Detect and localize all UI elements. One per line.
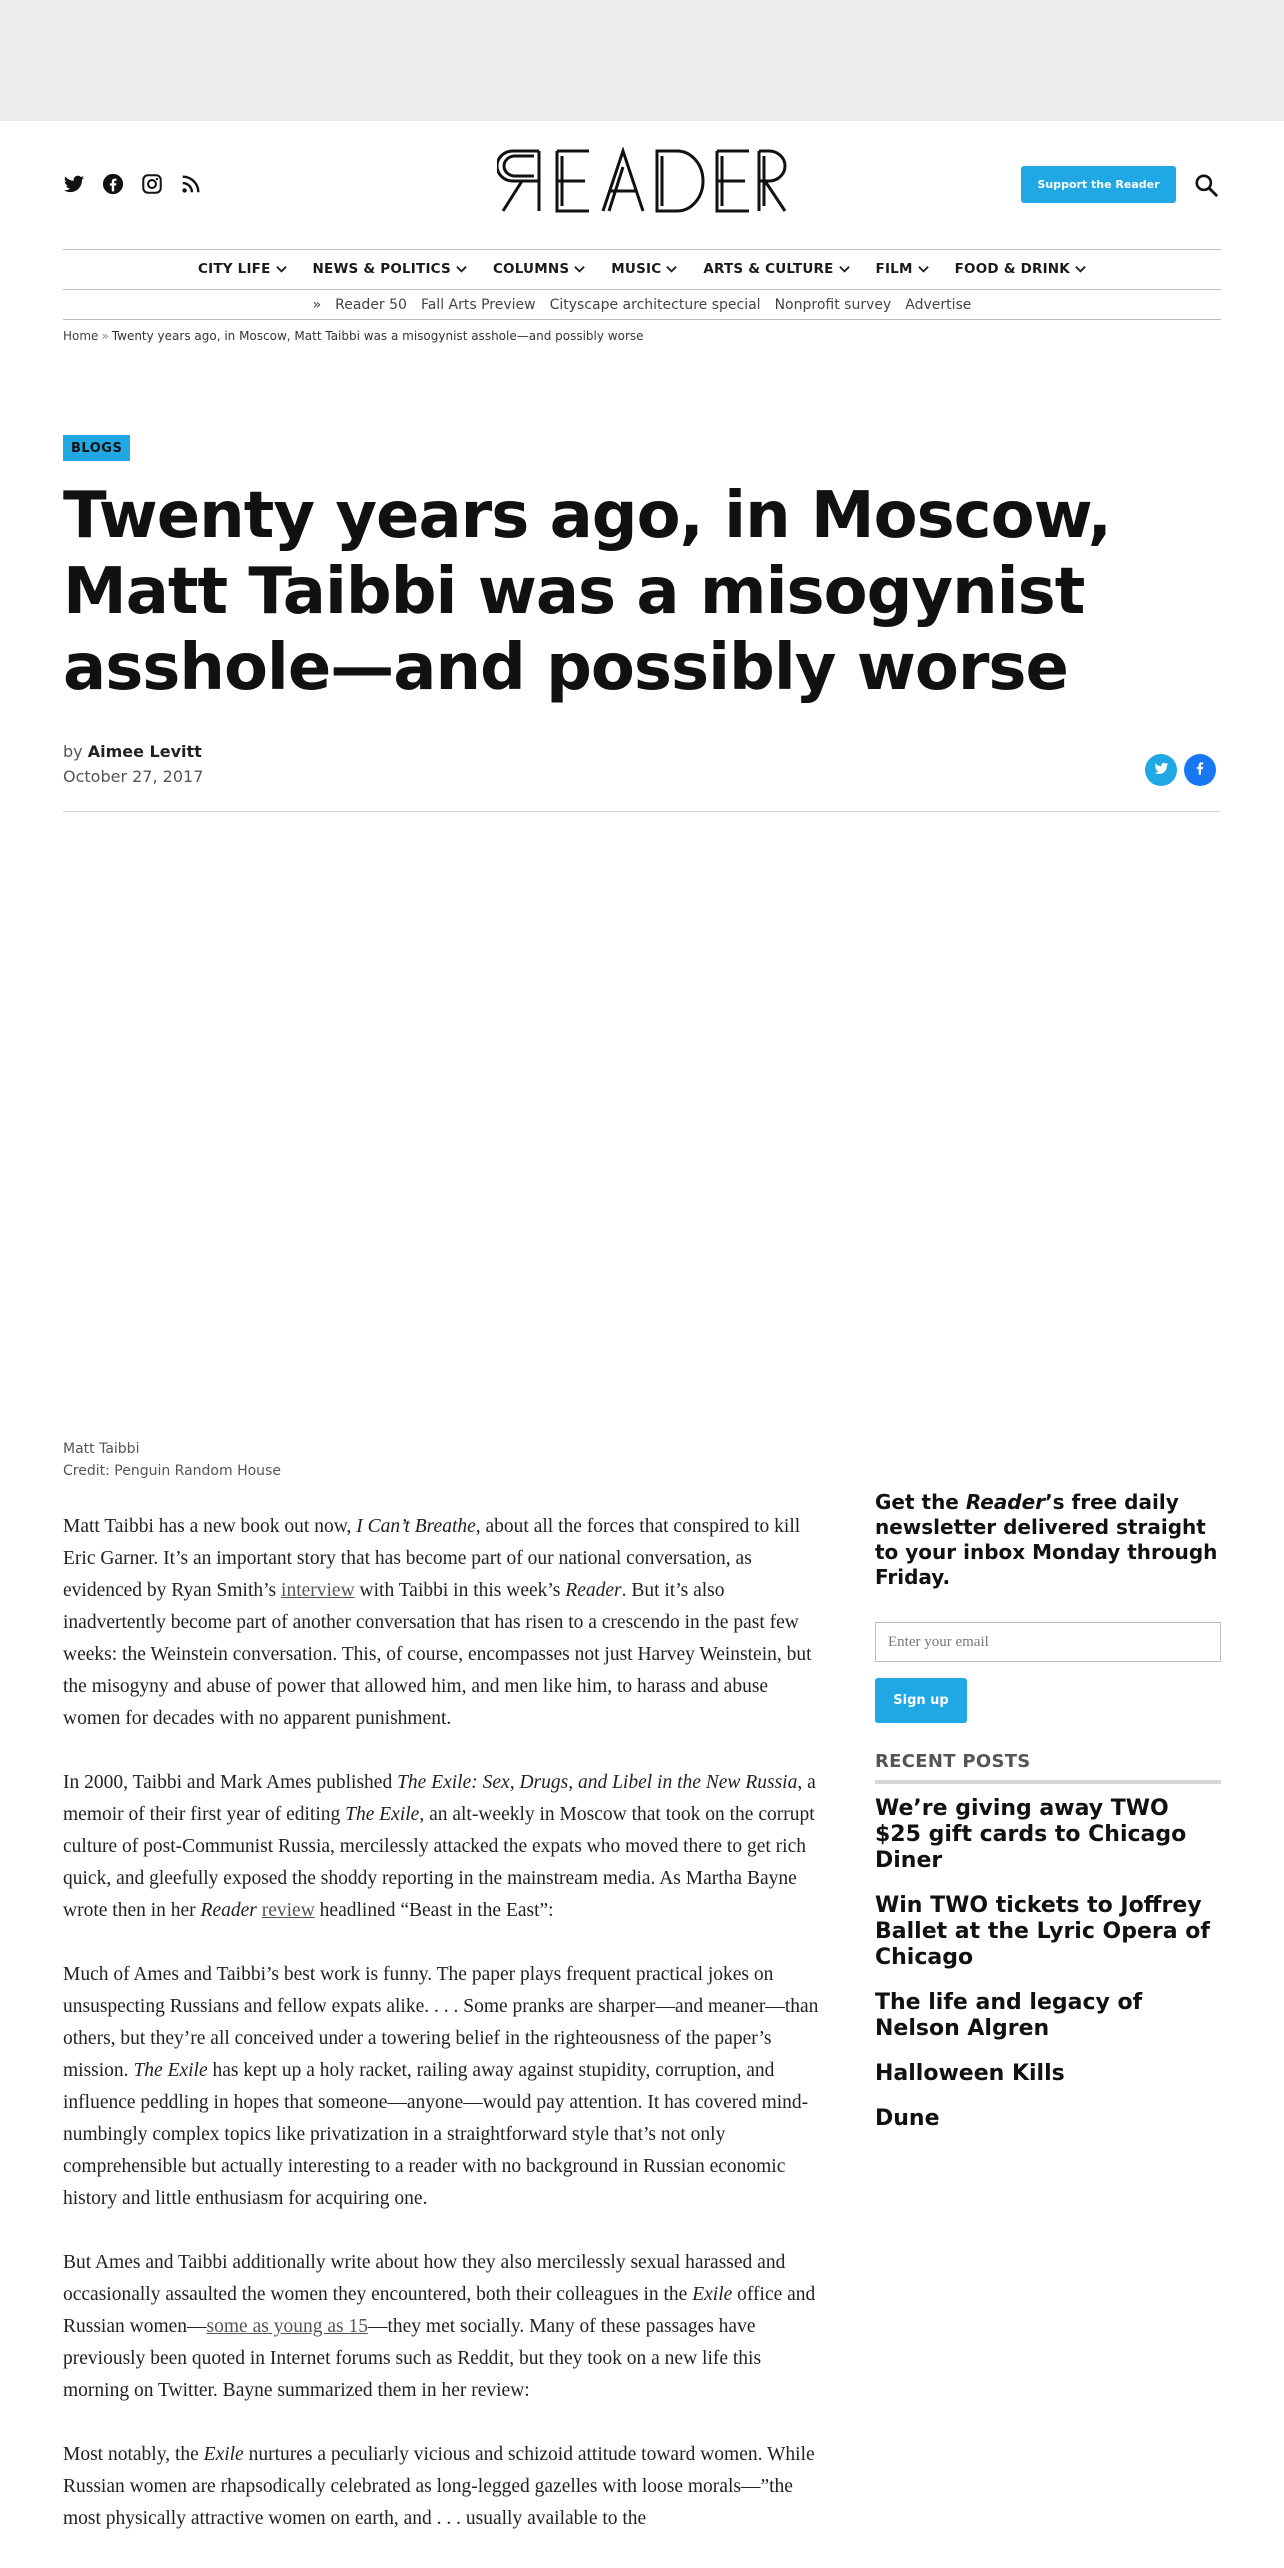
twitter-icon xyxy=(1154,761,1169,780)
recent-post-link[interactable]: We’re giving away TWO $25 gift cards to Chicago Diner xyxy=(875,1796,1187,1873)
newsletter-title-text: Get the xyxy=(875,1490,966,1514)
article-paragraph xyxy=(63,1767,825,1927)
category-badge[interactable]: BLOGS xyxy=(63,435,130,461)
article-text: Much of Ames and Taibbi’s best work is funny. The paper plays frequent practical jokes on unsuspecting Russians and fellow expats alike. . . . Some pranks are sharper—and meaner—than others, but they’re all conceived under a towering belief in the righteousness of the paper’s mission. xyxy=(63,1964,819,2081)
image-caption xyxy=(63,1438,281,1482)
site-logo[interactable] xyxy=(497,147,787,215)
nav-item[interactable] xyxy=(955,261,1086,277)
nav-item[interactable] xyxy=(703,261,849,277)
share-facebook-button[interactable] xyxy=(1184,754,1216,786)
article-text: Most notably, the xyxy=(63,2444,204,2465)
chevron-down-icon xyxy=(918,261,929,277)
article-text: —they met socially. Many of these passages have previously been quoted in Internet forums such as Reddit, but they took on a new life this morning on Twitter. Bayne summarized them in her review: xyxy=(63,2316,762,2401)
sidebar xyxy=(875,1490,1221,2151)
breadcrumb xyxy=(63,329,644,343)
nav-item[interactable] xyxy=(198,261,286,277)
byline xyxy=(63,742,202,761)
article-text: , an alt-weekly in Moscow that took on the corrupt culture of post-Communist Russia, mercilessly attacked the expats who moved there to get rich quick, and gleefully exposed the shoddy reporting in the mainstream media. As Martha Bayne wrote then in her xyxy=(63,1804,815,1921)
recent-post-link[interactable]: Halloween Kills xyxy=(875,2061,1065,2086)
divider xyxy=(63,811,1221,812)
nav-item[interactable] xyxy=(313,261,467,277)
secondary-nav xyxy=(63,291,1221,319)
chevron-down-icon xyxy=(839,261,850,277)
site-header xyxy=(63,121,1221,246)
support-button[interactable]: Support the Reader xyxy=(1021,166,1176,203)
article-italic-text: The Exile xyxy=(345,1804,420,1825)
article-link[interactable]: review xyxy=(261,1900,315,1921)
breadcrumb-current: Twenty years ago, in Moscow, Matt Taibbi was a misogynist asshole—and possibly worse xyxy=(111,329,644,343)
main-nav xyxy=(63,250,1221,288)
article-text: headlined “Beast in the East”: xyxy=(314,1900,554,1921)
author-link[interactable]: Aimee Levitt xyxy=(87,742,202,761)
article-paragraph xyxy=(63,1959,825,2215)
nav-item-label: COLUMNS xyxy=(492,261,570,277)
sub-nav-marker: » xyxy=(312,297,322,313)
article-text: , about all the forces that conspired to kill Eric Garner. It’s an important story that has become part of our national conversation, as evidenced by Ryan Smith’s xyxy=(63,1516,801,1601)
nav-item[interactable] xyxy=(876,261,929,277)
article-paragraph xyxy=(63,2439,825,2535)
byline-prefix: by xyxy=(63,742,83,761)
article-italic-text: Reader xyxy=(200,1900,257,1921)
signup-button[interactable]: Sign up xyxy=(875,1678,967,1723)
nav-item-label: NEWS & POLITICS xyxy=(312,261,451,277)
recent-posts-heading: RECENT POSTS xyxy=(875,1751,1031,1772)
caption-text: Matt Taibbi xyxy=(63,1441,140,1457)
article-text: . But it’s also inadvertently become part of another conversation that has risen to a crescendo in the past few weeks: the Weinstein conversation. This, of course, encompasses not just Harvey Weinstein, but the misogyny and abuse of power that allowed him, and men like him, to harass and abuse women for decades with no apparent punishment. xyxy=(63,1580,812,1729)
caption-credit: Credit: Penguin Random House xyxy=(63,1463,281,1479)
chevron-down-icon xyxy=(1075,261,1086,277)
article-headline: Twenty years ago, in Moscow, Matt Taibbi was a misogynist asshole—and possibly worse xyxy=(63,479,1111,705)
article-italic-text: The Exile: Sex, Drugs, and Libel in the New Russia xyxy=(397,1772,798,1793)
nav-item[interactable] xyxy=(493,261,585,277)
divider xyxy=(63,289,1221,290)
article-text: with Taibbi in this week’s xyxy=(354,1580,566,1601)
article-paragraph xyxy=(63,2247,825,2407)
sub-nav-link[interactable]: Cityscape architecture special xyxy=(549,297,761,313)
publish-date: October 27, 2017 xyxy=(63,767,204,786)
instagram-icon[interactable] xyxy=(141,173,163,195)
article-italic-text: Reader xyxy=(565,1580,622,1601)
share-twitter-button[interactable] xyxy=(1145,754,1177,786)
article-text: But Ames and Taibbi additionally write about how they also mercilessly sexual harassed and occasionally assaulted the women they encountered, both their colleagues in the xyxy=(63,2252,786,2305)
nav-item-label: FILM xyxy=(875,261,913,277)
newsletter-title-text: ’s free daily newsletter delivered straight to your inbox Monday through Friday. xyxy=(875,1490,1218,1589)
recent-post-link[interactable]: The life and legacy of Nelson Algren xyxy=(875,1990,1143,2041)
article-italic-text: Exile xyxy=(692,2284,733,2305)
email-field[interactable] xyxy=(875,1622,1221,1662)
newsletter-title xyxy=(875,1490,1221,1590)
article-italic-text: Exile xyxy=(203,2444,244,2465)
rss-icon[interactable] xyxy=(180,173,202,195)
nav-item[interactable] xyxy=(611,261,677,277)
article-text: , a memoir of their first year of editing xyxy=(63,1772,816,1825)
nav-item-label: CITY LIFE xyxy=(198,261,271,277)
breadcrumb-home[interactable]: Home xyxy=(63,329,99,343)
chevron-down-icon xyxy=(276,261,287,277)
sub-nav-link[interactable]: Reader 50 xyxy=(335,297,407,313)
search-icon[interactable] xyxy=(1193,172,1219,198)
article-italic-text: The Exile xyxy=(133,2060,208,2081)
article-body xyxy=(63,1511,825,2567)
article-text: nurtures a peculiarly vicious and schizoid attitude toward women. While Russian women are rhapsodically celebrated as long-legged gazelles with loose morals—”the most physically attractive women on earth, and . . . usually available to the xyxy=(63,2444,815,2529)
sub-nav-link[interactable]: Nonprofit survey xyxy=(774,297,892,313)
recent-post-link[interactable]: Win TWO tickets to Joffrey Ballet at the Lyric Opera of Chicago xyxy=(875,1893,1210,1970)
article-link[interactable]: interview xyxy=(281,1580,355,1601)
newsletter-title-italic: Reader xyxy=(965,1490,1046,1514)
social-links xyxy=(63,173,202,195)
article-text: has kept up a holy racket, railing away against stupidity, corruption, and influence peddling in hopes that someone—anyone—would pay attention. It has covered mind-numbingly complex topics like privatization in a straightforward style that’s not only comprehensible but actually interesting to a reader with no background in Russian economic history and little enthusiasm for acquiring one. xyxy=(63,2060,809,2209)
sub-nav-link[interactable]: Fall Arts Preview xyxy=(420,297,536,313)
divider xyxy=(875,1780,1221,1784)
article-link[interactable]: some as young as 15 xyxy=(206,2316,368,2337)
sub-nav-link[interactable]: Advertise xyxy=(905,297,972,313)
article-italic-text: I Can’t Breathe xyxy=(356,1516,476,1537)
divider xyxy=(63,319,1221,320)
nav-item-label: MUSIC xyxy=(611,261,662,277)
article-paragraph xyxy=(63,1511,825,1735)
ad-banner xyxy=(0,0,1284,121)
nav-item-label: FOOD & DRINK xyxy=(954,261,1070,277)
article-text: In 2000, Taibbi and Mark Ames published xyxy=(63,1772,398,1793)
chevron-down-icon xyxy=(574,261,585,277)
chevron-down-icon xyxy=(456,261,467,277)
facebook-icon[interactable] xyxy=(102,173,124,195)
share-buttons xyxy=(1145,754,1216,786)
recent-posts-list xyxy=(875,1796,1221,2132)
chevron-down-icon xyxy=(666,261,677,277)
nav-item-label: ARTS & CULTURE xyxy=(703,261,834,277)
facebook-icon xyxy=(1192,760,1208,780)
twitter-icon[interactable] xyxy=(63,173,85,195)
recent-post-link[interactable]: Dune xyxy=(875,2106,940,2131)
article-text: Matt Taibbi has a new book out now, xyxy=(63,1516,357,1537)
breadcrumb-separator: » xyxy=(101,329,109,343)
article-text: office and Russian women— xyxy=(63,2284,816,2337)
